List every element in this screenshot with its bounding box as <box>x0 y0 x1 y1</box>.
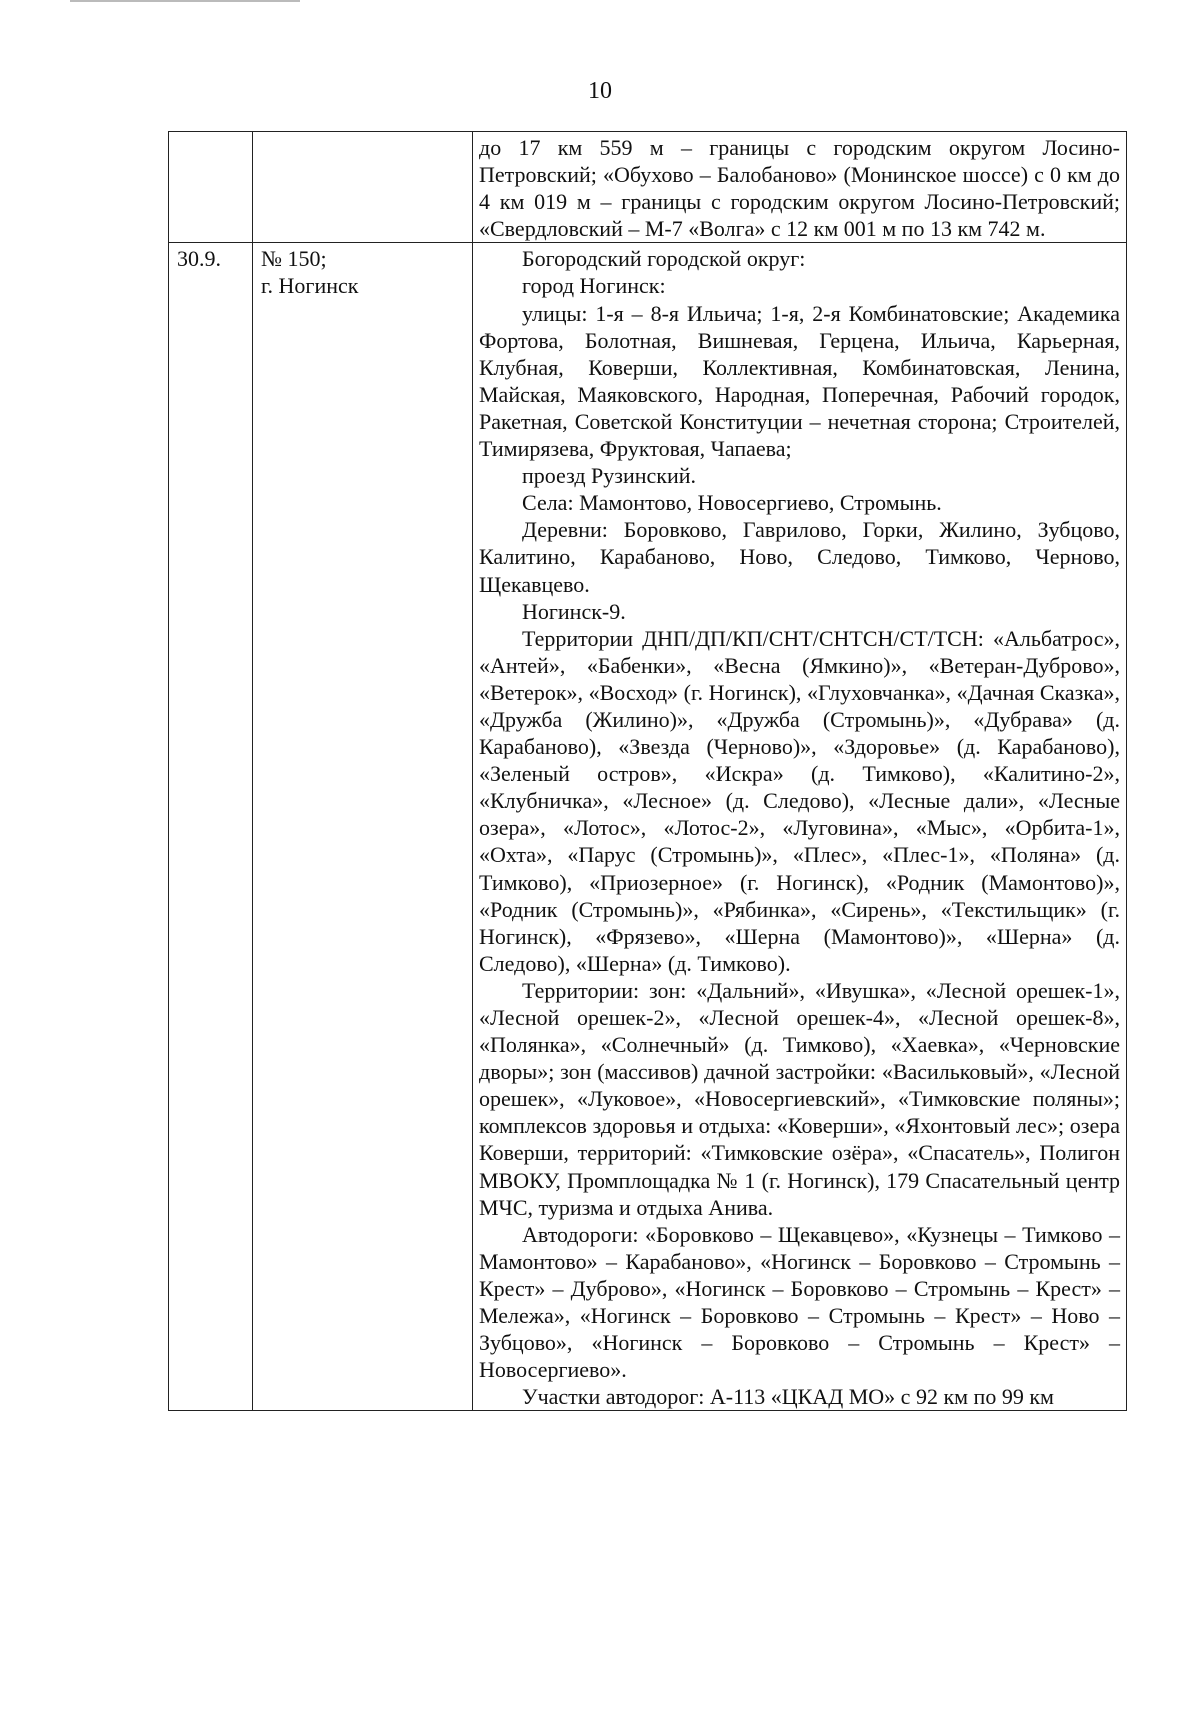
scan-edge-line <box>70 0 300 2</box>
row-number-cell <box>169 132 253 243</box>
table-row <box>169 132 1127 243</box>
district-city: г. Ногинск <box>261 273 359 299</box>
description-paragraph: Богородский городской округ: <box>522 246 806 272</box>
district-table <box>168 131 1127 1411</box>
description-paragraph: Села: Мамонтово, Новосергиево, Стромынь. <box>522 490 942 516</box>
description-paragraph: улицы: 1-я – 8-я Ильича; 1-я, 2-я Комбинатовские; Академика Фортова, Болотная, Вишневая, Герцена, Ильича, Карьерная, Клубная, Коверши, Коллективная, Комбинатовская, Ленина, Майская, Маяковского, Народная, Поперечная, Рабочий городок, Ракетная, Советской Конституции – нечетная сторона; Строителей, Тимирязева, Фруктовая, Чапаева; <box>479 300 1120 462</box>
district-number: № 150; <box>261 246 327 272</box>
description-paragraph: проезд Рузинский. <box>522 463 697 489</box>
district-cell <box>253 132 473 243</box>
page-number: 10 <box>588 78 612 104</box>
description-cell <box>473 243 1127 1411</box>
description-paragraph: Деревни: Боровково, Гаврилово, Горки, Жилино, Зубцово, Калитино, Карабаново, Ново, Следово, Тимково, Черново, Щекавцево. <box>479 517 1120 597</box>
description-paragraph: Автодороги: «Боровково – Щекавцево», «Кузнецы – Тимково – Мамонтово» – Карабаново», «Ногинск – Боровково – Стромынь – Крест» – Дуброво», «Ногинск – Боровково – Стромынь – Крест» – Мележа», «Ногинск – Боровково – Стромынь – Крест» – Ново – Зубцово», «Ногинск – Боровково – Стромынь – Крест» – Новосергиево». <box>479 1221 1120 1383</box>
description-paragraph: до 17 км 559 м – границы с городским округом Лосино-Петровский; «Обухово – Балобаново» (Монинское шоссе) с 0 км до 4 км 019 м – границы с городским округом Лосино-Петровский; «Свердловский – М-7 «Волга» с 12 км 001 м по 13 км 742 м. <box>479 135 1120 242</box>
row-number: 30.9. <box>177 246 221 272</box>
district-cell <box>253 243 473 1411</box>
description-paragraph: город Ногинск: <box>522 273 666 299</box>
table-row <box>169 243 1127 1411</box>
description-paragraph: Территории ДНП/ДП/КП/СНТ/СНТСН/СТ/ТСН: «Альбатрос», «Антей», «Бабенки», «Весна (Ямкино)», «Ветеран-Дуброво», «Ветерок», «Восход» (г. Ногинск), «Глуховчанка», «Дачная Сказка», «Дружба (Жилино)», «Дружба (Стромынь)», «Дубрава» (д. Карабаново), «Звезда (Черново)», «Здоровье» (д. Карабаново), «Зеленый остров», «Искра» (д. Тимково), «Калитино-2», «Клубничка», «Лесное» (д. Следово), «Лесные дали», «Лесные озера», «Лотос», «Лотос-2», «Луговина», «Мыс», «Орбита-1», «Охта», «Парус (Стромынь)», «Плес», «Плес-1», «Поляна» (д. Тимково), «Приозерное» (г. Ногинск), «Родник (Мамонтово)», «Родник (Стромынь)», «Рябинка», «Сирень», «Текстильщик» (г. Ногинск), «Фрязево», «Шерна (Мамонтово)», «Шерна» (д. Следово), «Шерна» (д. Тимково). <box>479 625 1120 976</box>
description-paragraph: Участки автодорог: А-113 «ЦКАД МО» с 92 км по 99 км <box>522 1384 1054 1410</box>
row-number-cell <box>169 243 253 1411</box>
description-cell <box>473 132 1127 243</box>
description-paragraph: Ногинск-9. <box>522 598 626 624</box>
description-paragraph: Территории: зон: «Дальний», «Ивушка», «Лесной орешек-1», «Лесной орешек-2», «Лесной орешек-4», «Лесной орешек-8», «Полянка», «Солнечный» (д. Тимково), «Хаевка», «Черновские дворы»; зон (массивов) дачной застройки: «Васильковый», «Лесной орешек», «Луковое», «Новосергиевский», «Тимковские поляны»; комплексов здоровья и отдыха: «Коверши», «Яхонтовый лес»; озера Коверши, территорий: «Тимковские озёра», «Спасатель», Полигон МВОКУ, Промплощадка № 1 (г. Ногинск), 179 Спасательный центр МЧС, туризма и отдыха Анива. <box>479 977 1120 1220</box>
